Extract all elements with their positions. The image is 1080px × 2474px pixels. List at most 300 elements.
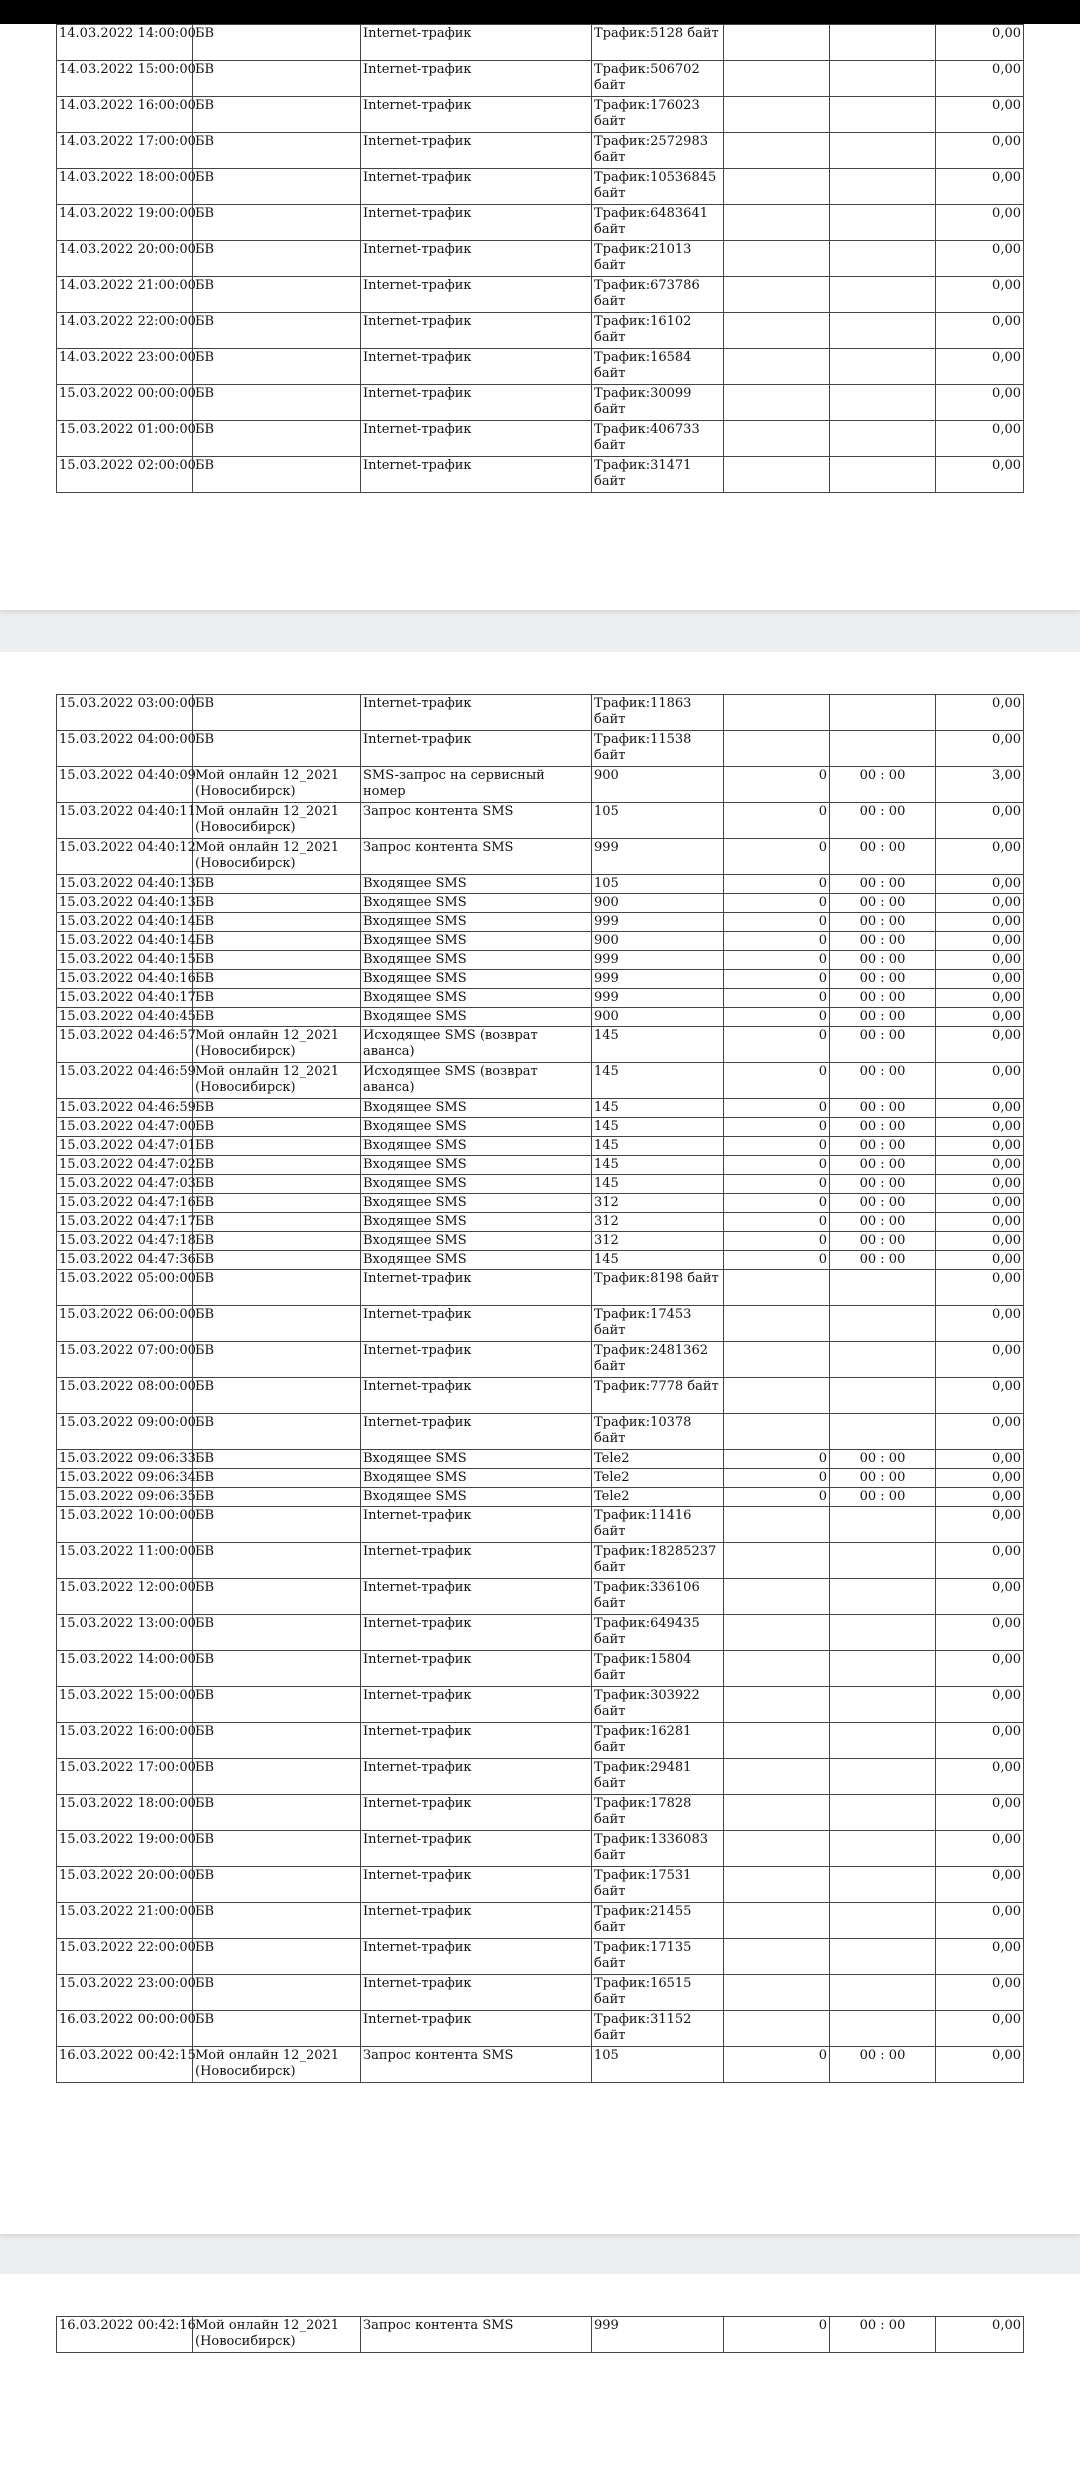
details-cell: 900 (592, 894, 724, 913)
date-cell: 15.03.2022 13:00:00 (57, 1615, 193, 1651)
service-cell: Internet-трафик (361, 241, 592, 277)
duration-cell: 00 : 00 (830, 1137, 936, 1156)
details-cell: Трафик:31471 байт (592, 457, 724, 493)
table-row (57, 277, 1024, 313)
sum-cell: 0,00 (936, 1795, 1024, 1831)
details-cell: Трафик:30099 байт (592, 385, 724, 421)
sum-cell: 0,00 (936, 385, 1024, 421)
duration-cell (830, 1975, 936, 2011)
table-row (57, 1543, 1024, 1579)
volume-cell (724, 1939, 830, 1975)
subscriber-cell: Мой онлайн 12_2021 (Новосибирск) (193, 2047, 361, 2083)
table-row (57, 2317, 1024, 2353)
sum-cell: 0,00 (936, 695, 1024, 731)
duration-cell (830, 1687, 936, 1723)
date-cell: 15.03.2022 23:00:00 (57, 1975, 193, 2011)
details-cell: Трафик:17531 байт (592, 1867, 724, 1903)
table-row (57, 932, 1024, 951)
subscriber-cell: БВ (193, 349, 361, 385)
volume-cell: 0 (724, 2317, 830, 2353)
volume-cell (724, 241, 830, 277)
sum-cell: 0,00 (936, 1831, 1024, 1867)
table-row (57, 169, 1024, 205)
details-cell: Трафик:406733 байт (592, 421, 724, 457)
subscriber-cell: Мой онлайн 12_2021 (Новосибирск) (193, 803, 361, 839)
volume-cell: 0 (724, 1063, 830, 1099)
duration-cell: 00 : 00 (830, 989, 936, 1008)
volume-cell: 0 (724, 1137, 830, 1156)
duration-cell: 00 : 00 (830, 2317, 936, 2353)
volume-cell: 0 (724, 1450, 830, 1469)
table-row (57, 1137, 1024, 1156)
duration-cell: 00 : 00 (830, 1488, 936, 1507)
date-cell: 15.03.2022 12:00:00 (57, 1579, 193, 1615)
date-cell: 15.03.2022 10:00:00 (57, 1507, 193, 1543)
duration-cell (830, 421, 936, 457)
details-cell: 145 (592, 1118, 724, 1137)
subscriber-cell: БВ (193, 421, 361, 457)
table-row (57, 2011, 1024, 2047)
table-row (57, 1232, 1024, 1251)
table-row (57, 133, 1024, 169)
sum-cell: 0,00 (936, 1194, 1024, 1213)
table-row (57, 1306, 1024, 1342)
duration-cell (830, 1615, 936, 1651)
service-cell: Internet-трафик (361, 349, 592, 385)
table-row (57, 1450, 1024, 1469)
subscriber-cell: БВ (193, 695, 361, 731)
sum-cell: 0,00 (936, 970, 1024, 989)
details-cell: Трафик:17135 байт (592, 1939, 724, 1975)
table-row (57, 1270, 1024, 1306)
table-row (57, 695, 1024, 731)
volume-cell (724, 1975, 830, 2011)
table-row (57, 205, 1024, 241)
service-cell: Internet-трафик (361, 457, 592, 493)
volume-cell (724, 731, 830, 767)
details-cell: 900 (592, 1008, 724, 1027)
subscriber-cell: БВ (193, 913, 361, 932)
subscriber-cell: БВ (193, 1450, 361, 1469)
subscriber-cell: БВ (193, 1759, 361, 1795)
volume-cell (724, 25, 830, 61)
duration-cell: 00 : 00 (830, 951, 936, 970)
duration-cell (830, 1579, 936, 1615)
service-cell: Internet-трафик (361, 1615, 592, 1651)
volume-cell: 0 (724, 875, 830, 894)
subscriber-cell: БВ (193, 970, 361, 989)
sum-cell: 0,00 (936, 313, 1024, 349)
details-cell: 145 (592, 1137, 724, 1156)
details-cell: Трафик:8198 байт (592, 1270, 724, 1306)
volume-cell: 0 (724, 1251, 830, 1270)
details-cell: 312 (592, 1232, 724, 1251)
service-cell: Исходящее SMS (возврат аванса) (361, 1027, 592, 1063)
volume-cell: 0 (724, 951, 830, 970)
volume-cell (724, 421, 830, 457)
sum-cell: 0,00 (936, 1687, 1024, 1723)
duration-cell (830, 97, 936, 133)
service-cell: Входящее SMS (361, 970, 592, 989)
subscriber-cell: БВ (193, 1579, 361, 1615)
details-cell: 999 (592, 970, 724, 989)
subscriber-cell: БВ (193, 1651, 361, 1687)
duration-cell (830, 1507, 936, 1543)
duration-cell: 00 : 00 (830, 1251, 936, 1270)
subscriber-cell: БВ (193, 1378, 361, 1414)
sum-cell: 0,00 (936, 1615, 1024, 1651)
document-page-1 (0, 24, 1080, 610)
table-row (57, 1213, 1024, 1232)
sum-cell: 0,00 (936, 1063, 1024, 1099)
duration-cell (830, 1795, 936, 1831)
document-page-2 (0, 652, 1080, 2234)
table-row (57, 803, 1024, 839)
service-cell: Internet-трафик (361, 205, 592, 241)
document-page-3 (0, 2274, 1080, 2474)
date-cell: 15.03.2022 04:40:13 (57, 875, 193, 894)
table-row (57, 1579, 1024, 1615)
service-cell: Internet-трафик (361, 1759, 592, 1795)
date-cell: 14.03.2022 19:00:00 (57, 205, 193, 241)
details-cell: Трафик:11863 байт (592, 695, 724, 731)
date-cell: 15.03.2022 21:00:00 (57, 1903, 193, 1939)
date-cell: 14.03.2022 22:00:00 (57, 313, 193, 349)
details-cell: 999 (592, 951, 724, 970)
table-row (57, 97, 1024, 133)
date-cell: 15.03.2022 09:06:33 (57, 1450, 193, 1469)
date-cell: 14.03.2022 21:00:00 (57, 277, 193, 313)
table-row (57, 1939, 1024, 1975)
table-row (57, 241, 1024, 277)
volume-cell: 0 (724, 913, 830, 932)
duration-cell: 00 : 00 (830, 913, 936, 932)
subscriber-cell: БВ (193, 1831, 361, 1867)
date-cell: 14.03.2022 14:00:00 (57, 25, 193, 61)
date-cell: 15.03.2022 04:46:59 (57, 1099, 193, 1118)
table-row (57, 1008, 1024, 1027)
table-row (57, 875, 1024, 894)
volume-cell: 0 (724, 803, 830, 839)
subscriber-cell: БВ (193, 1903, 361, 1939)
sum-cell: 0,00 (936, 1488, 1024, 1507)
subscriber-cell: БВ (193, 1414, 361, 1450)
duration-cell (830, 313, 936, 349)
duration-cell: 00 : 00 (830, 1156, 936, 1175)
sum-cell: 0,00 (936, 1118, 1024, 1137)
subscriber-cell: БВ (193, 61, 361, 97)
sum-cell: 0,00 (936, 1469, 1024, 1488)
details-cell: Трафик:21013 байт (592, 241, 724, 277)
service-cell: Internet-трафик (361, 1342, 592, 1378)
duration-cell (830, 1651, 936, 1687)
duration-cell (830, 1759, 936, 1795)
volume-cell (724, 457, 830, 493)
subscriber-cell: БВ (193, 1213, 361, 1232)
details-cell: 145 (592, 1251, 724, 1270)
table-row (57, 1759, 1024, 1795)
duration-cell: 00 : 00 (830, 1194, 936, 1213)
sum-cell: 0,00 (936, 1378, 1024, 1414)
table-row (57, 1507, 1024, 1543)
service-cell: Входящее SMS (361, 1213, 592, 1232)
subscriber-cell: БВ (193, 1488, 361, 1507)
sum-cell: 0,00 (936, 913, 1024, 932)
sum-cell: 0,00 (936, 97, 1024, 133)
volume-cell (724, 277, 830, 313)
volume-cell: 0 (724, 970, 830, 989)
service-cell: Входящее SMS (361, 932, 592, 951)
subscriber-cell: Мой онлайн 12_2021 (Новосибирск) (193, 839, 361, 875)
service-cell: Internet-трафик (361, 169, 592, 205)
subscriber-cell: БВ (193, 1469, 361, 1488)
service-cell: Входящее SMS (361, 1099, 592, 1118)
date-cell: 15.03.2022 02:00:00 (57, 457, 193, 493)
volume-cell: 0 (724, 1194, 830, 1213)
duration-cell (830, 1543, 936, 1579)
details-cell: Трафик:31152 байт (592, 2011, 724, 2047)
details-cell: Трафик:16584 байт (592, 349, 724, 385)
details-cell: Трафик:649435 байт (592, 1615, 724, 1651)
date-cell: 15.03.2022 04:47:03 (57, 1175, 193, 1194)
service-cell: Входящее SMS (361, 1008, 592, 1027)
date-cell: 15.03.2022 04:47:01 (57, 1137, 193, 1156)
table-row (57, 839, 1024, 875)
duration-cell (830, 1306, 936, 1342)
volume-cell: 0 (724, 1008, 830, 1027)
table-row (57, 25, 1024, 61)
service-cell: Internet-трафик (361, 1579, 592, 1615)
volume-cell (724, 1723, 830, 1759)
sum-cell: 0,00 (936, 2317, 1024, 2353)
date-cell: 15.03.2022 04:47:18 (57, 1232, 193, 1251)
table-row (57, 457, 1024, 493)
subscriber-cell: БВ (193, 1137, 361, 1156)
service-cell: Internet-трафик (361, 1414, 592, 1450)
table-row (57, 1063, 1024, 1099)
service-cell: Internet-трафик (361, 313, 592, 349)
volume-cell: 0 (724, 767, 830, 803)
subscriber-cell: БВ (193, 1687, 361, 1723)
date-cell: 15.03.2022 04:40:15 (57, 951, 193, 970)
sum-cell: 0,00 (936, 1414, 1024, 1450)
subscriber-cell: БВ (193, 313, 361, 349)
table-row (57, 1831, 1024, 1867)
duration-cell (830, 1867, 936, 1903)
details-cell: 145 (592, 1063, 724, 1099)
volume-cell (724, 169, 830, 205)
table-row (57, 1903, 1024, 1939)
volume-cell (724, 1867, 830, 1903)
subscriber-cell: БВ (193, 989, 361, 1008)
service-cell: Internet-трафик (361, 1270, 592, 1306)
duration-cell (830, 25, 936, 61)
sum-cell: 0,00 (936, 1975, 1024, 2011)
sum-cell: 0,00 (936, 1213, 1024, 1232)
details-cell: Tele2 (592, 1488, 724, 1507)
call-detail-table-page-1 (56, 24, 1024, 493)
service-cell: Internet-трафик (361, 1903, 592, 1939)
table-row (57, 1378, 1024, 1414)
volume-cell (724, 1687, 830, 1723)
details-cell: 105 (592, 875, 724, 894)
table-row (57, 421, 1024, 457)
date-cell: 16.03.2022 00:00:00 (57, 2011, 193, 2047)
sum-cell: 0,00 (936, 1251, 1024, 1270)
volume-cell (724, 1831, 830, 1867)
date-cell: 15.03.2022 16:00:00 (57, 1723, 193, 1759)
date-cell: 15.03.2022 04:46:59 (57, 1063, 193, 1099)
table-row (57, 989, 1024, 1008)
service-cell: Входящее SMS (361, 1251, 592, 1270)
sum-cell: 0,00 (936, 731, 1024, 767)
service-cell: Входящее SMS (361, 989, 592, 1008)
volume-cell (724, 385, 830, 421)
duration-cell: 00 : 00 (830, 932, 936, 951)
table-row (57, 951, 1024, 970)
table-row (57, 313, 1024, 349)
date-cell: 15.03.2022 04:40:17 (57, 989, 193, 1008)
subscriber-cell: Мой онлайн 12_2021 (Новосибирск) (193, 2317, 361, 2353)
service-cell: Internet-трафик (361, 385, 592, 421)
document-viewer[interactable] (0, 26, 1080, 2349)
volume-cell (724, 1651, 830, 1687)
table-row (57, 2047, 1024, 2083)
date-cell: 15.03.2022 22:00:00 (57, 1939, 193, 1975)
volume-cell: 0 (724, 989, 830, 1008)
subscriber-cell: БВ (193, 875, 361, 894)
sum-cell: 0,00 (936, 169, 1024, 205)
date-cell: 15.03.2022 04:40:12 (57, 839, 193, 875)
date-cell: 15.03.2022 04:40:45 (57, 1008, 193, 1027)
date-cell: 15.03.2022 17:00:00 (57, 1759, 193, 1795)
details-cell: Трафик:18285237 байт (592, 1543, 724, 1579)
details-cell: 999 (592, 839, 724, 875)
date-cell: 15.03.2022 04:40:14 (57, 932, 193, 951)
duration-cell: 00 : 00 (830, 803, 936, 839)
sum-cell: 0,00 (936, 1342, 1024, 1378)
date-cell: 15.03.2022 04:47:02 (57, 1156, 193, 1175)
subscriber-cell: БВ (193, 385, 361, 421)
service-cell: Входящее SMS (361, 1194, 592, 1213)
details-cell: Трафик:16515 байт (592, 1975, 724, 2011)
date-cell: 15.03.2022 19:00:00 (57, 1831, 193, 1867)
subscriber-cell: БВ (193, 241, 361, 277)
details-cell: 145 (592, 1099, 724, 1118)
service-cell: Internet-трафик (361, 1651, 592, 1687)
details-cell: 105 (592, 2047, 724, 2083)
service-cell: Запрос контента SMS (361, 2047, 592, 2083)
volume-cell (724, 61, 830, 97)
volume-cell (724, 1414, 830, 1450)
subscriber-cell: БВ (193, 2011, 361, 2047)
table-row (57, 970, 1024, 989)
date-cell: 15.03.2022 04:47:16 (57, 1194, 193, 1213)
details-cell: 900 (592, 932, 724, 951)
service-cell: Входящее SMS (361, 1156, 592, 1175)
volume-cell: 0 (724, 932, 830, 951)
volume-cell (724, 1306, 830, 1342)
details-cell: Трафик:673786 байт (592, 277, 724, 313)
details-cell: Трафик:2572983 байт (592, 133, 724, 169)
details-cell: Трафик:11416 байт (592, 1507, 724, 1543)
sum-cell: 0,00 (936, 1759, 1024, 1795)
table-row (57, 1342, 1024, 1378)
duration-cell: 00 : 00 (830, 767, 936, 803)
duration-cell (830, 241, 936, 277)
date-cell: 15.03.2022 07:00:00 (57, 1342, 193, 1378)
table-row (57, 1175, 1024, 1194)
subscriber-cell: БВ (193, 1008, 361, 1027)
duration-cell (830, 1939, 936, 1975)
table-row (57, 1118, 1024, 1137)
call-detail-table-page-2 (56, 694, 1024, 2083)
details-cell: Трафик:2481362 байт (592, 1342, 724, 1378)
duration-cell (830, 61, 936, 97)
volume-cell (724, 1378, 830, 1414)
duration-cell (830, 1270, 936, 1306)
date-cell: 14.03.2022 17:00:00 (57, 133, 193, 169)
table-row (57, 1867, 1024, 1903)
subscriber-cell: БВ (193, 1867, 361, 1903)
date-cell: 15.03.2022 05:00:00 (57, 1270, 193, 1306)
duration-cell (830, 133, 936, 169)
service-cell: Internet-трафик (361, 133, 592, 169)
table-row (57, 1795, 1024, 1831)
details-cell: Трафик:11538 байт (592, 731, 724, 767)
duration-cell (830, 169, 936, 205)
table-row (57, 1099, 1024, 1118)
subscriber-cell: БВ (193, 1099, 361, 1118)
sum-cell: 0,00 (936, 457, 1024, 493)
sum-cell: 0,00 (936, 349, 1024, 385)
details-cell: 999 (592, 989, 724, 1008)
sum-cell: 0,00 (936, 1939, 1024, 1975)
table-row (57, 731, 1024, 767)
date-cell: 15.03.2022 04:40:13 (57, 894, 193, 913)
sum-cell: 0,00 (936, 1008, 1024, 1027)
date-cell: 15.03.2022 09:00:00 (57, 1414, 193, 1450)
duration-cell (830, 731, 936, 767)
date-cell: 15.03.2022 04:46:57 (57, 1027, 193, 1063)
duration-cell (830, 695, 936, 731)
table-row (57, 1414, 1024, 1450)
sum-cell: 0,00 (936, 1306, 1024, 1342)
duration-cell (830, 385, 936, 421)
service-cell: Internet-трафик (361, 61, 592, 97)
sum-cell: 0,00 (936, 839, 1024, 875)
table-row (57, 1651, 1024, 1687)
date-cell: 15.03.2022 09:06:35 (57, 1488, 193, 1507)
sum-cell: 0,00 (936, 1137, 1024, 1156)
duration-cell (830, 205, 936, 241)
volume-cell (724, 1270, 830, 1306)
service-cell: Запрос контента SMS (361, 2317, 592, 2353)
volume-cell: 0 (724, 1232, 830, 1251)
table-row (57, 1975, 1024, 2011)
call-detail-table-page-3 (56, 2316, 1024, 2353)
details-cell: Трафик:6483641 байт (592, 205, 724, 241)
subscriber-cell: БВ (193, 1939, 361, 1975)
subscriber-cell: БВ (193, 133, 361, 169)
details-cell: Трафик:336106 байт (592, 1579, 724, 1615)
sum-cell: 0,00 (936, 951, 1024, 970)
volume-cell: 0 (724, 1488, 830, 1507)
date-cell: 14.03.2022 23:00:00 (57, 349, 193, 385)
service-cell: Internet-трафик (361, 25, 592, 61)
duration-cell: 00 : 00 (830, 1099, 936, 1118)
service-cell: Internet-трафик (361, 731, 592, 767)
